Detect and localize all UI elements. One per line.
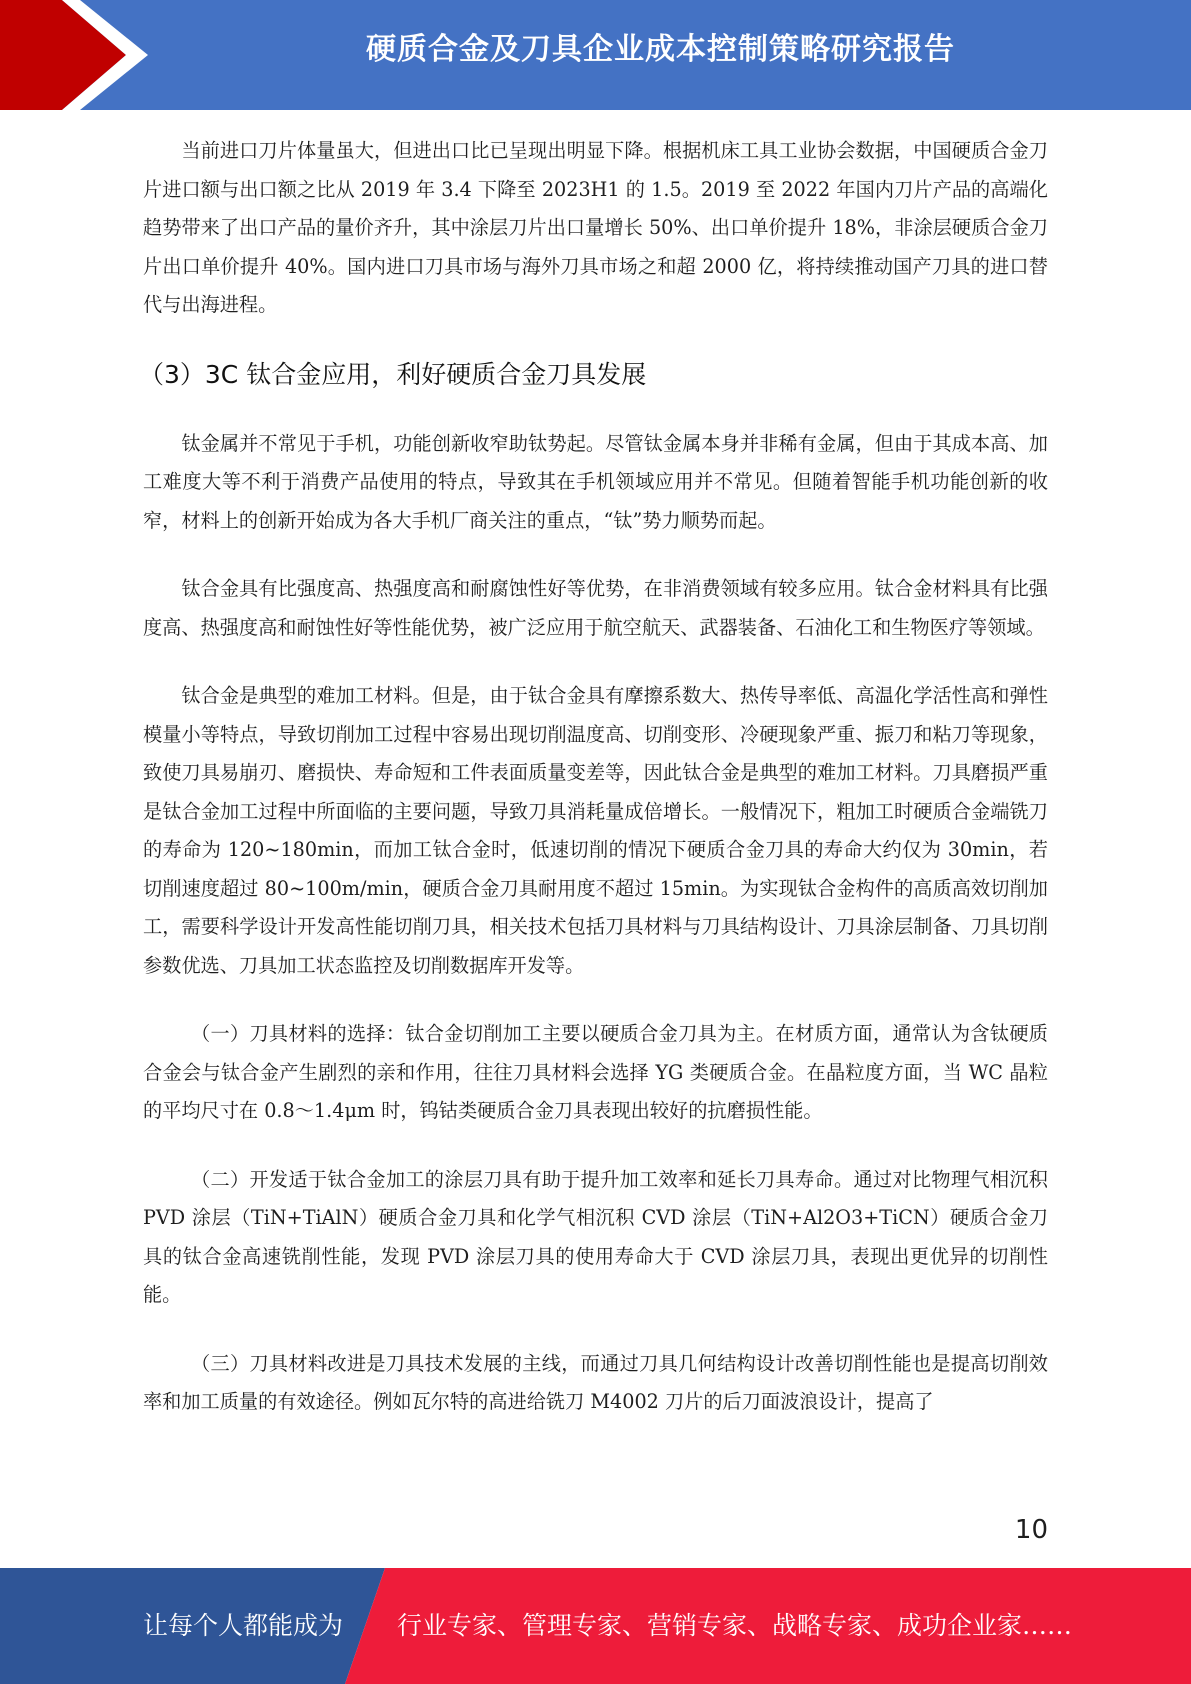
section-heading: （3）3C 钛合金应用，利好硬质合金刀具发展 xyxy=(139,359,647,389)
page-footer xyxy=(0,1568,1191,1684)
paragraph-tool-material: （一）刀具材料的选择：钛合金切削加工主要以硬质合金刀具为主。在材质方面，通常认为含钛硬质合金会与钛合金产生剧烈的亲和作用，往往刀具材料会选择 YG 类硬质合金。在晶粒度方面，当 WC 晶粒的平均尺寸在 0.8～1.4μm 时，钨钴类硬质合金刀具表现出较好的抗磨损性能。 xyxy=(143,1022,1048,1122)
footer-slogan-left: 让每个人都能成为 xyxy=(143,1611,344,1640)
paragraph-difficult-machining: 钛合金是典型的难加工材料。但是，由于钛合金具有摩擦系数大、热传导率低、高温化学活性高和弹性模量小等特点，导致切削加工过程中容易出现切削温度高、切削变形、冷硬现象严重、振刀和粘刀等现象，致使刀具易崩刃、磨损快、寿命短和工件表面质量变差等，因此钛合金是典型的难加工材料。刀具磨损严重是钛合金加工过程中所面临的主要问题，导致刀具消耗量成倍增长。一般情况下，粗加工时硬质合金端铣刀的寿命为 120~180min，而加工钛合金时，低速切削的情况下硬质合金刀具的寿命大约仅为 30min，若切削速度超过 80~100m/min，硬质合金刀具耐用度不超过 15min。为实现钛合金构件的高质高效切削加工，需要科学设计开发高性能切削刀具，相关技术包括刀具材料与刀具结构设计、刀具涂层制备、刀具切削参数优选、刀具加工状态监控及切削数据库开发等。 xyxy=(143,684,1048,977)
footer-slogan-right: 行业专家、管理专家、营销专家、战略专家、成功企业家…… xyxy=(397,1611,1073,1640)
report-title: 硬质合金及刀具企业成本控制策略研究报告 xyxy=(366,32,955,67)
paragraph-titanium-advantages: 钛合金具有比强度高、热强度高和耐腐蚀性好等优势，在非消费领域有较多应用。钛合金材料具有比强度高、热强度高和耐蚀性好等性能优势，被广泛应用于航空航天、武器装备、石油化工和生物医疗等领域。 xyxy=(143,577,1048,639)
paragraph-titanium-phones: 钛金属并不常见于手机，功能创新收窄助钛势起。尽管钛金属本身并非稀有金属，但由于其成本高、加工难度大等不利于消费产品使用的特点，导致其在手机领域应用并不常见。但随着智能手机功能创新的收窄，材料上的创新开始成为各大手机厂商关注的重点，“钛”势力顺势而起。 xyxy=(143,431,1048,532)
paragraph-import-export: 当前进口刀片体量虽大，但进出口比已呈现出明显下降。根据机床工具工业协会数据，中国硬质合金刀片进口额与出口额之比从 2019 年 3.4 下降至 2023H1 的 1.5。2019 至 2022 年国内刀片产品的高端化趋势带来了出口产品的量价齐升，其中涂层刀片出口量增长 50%、出口单价提升 18%，非涂层硬质合金刀片出口单价提升 40%。国内进口刀具市场与海外刀具市场之和超 2000 亿，将持续推动国产刀具的进口替代与出海进程。 xyxy=(143,139,1048,316)
page-number: 10 xyxy=(1014,1515,1048,1545)
paragraph-tool-geometry: （三）刀具材料改进是刀具技术发展的主线，而通过刀具几何结构设计改善切削性能也是提高切削效率和加工质量的有效途径。例如瓦尔特的高进给铣刀 M4002 刀片的后刀面波浪设计，提高了 xyxy=(143,1351,1048,1413)
document-body xyxy=(139,132,1048,1422)
header-chevron-graphic xyxy=(0,0,160,110)
paragraph-coated-tools: （二）开发适于钛合金加工的涂层刀具有助于提升加工效率和延长刀具寿命。通过对比物理气相沉积 PVD 涂层（TiN+TiAlN）硬质合金刀具和化学气相沉积 CVD 涂层（TiN+Al2O3+TiCN）硬质合金刀具的钛合金高速铣削性能，发现 PVD 涂层刀具的使用寿命大于 CVD 涂层刀具，表现出更优异的切削性能。 xyxy=(143,1167,1048,1306)
page-header xyxy=(0,0,1191,110)
